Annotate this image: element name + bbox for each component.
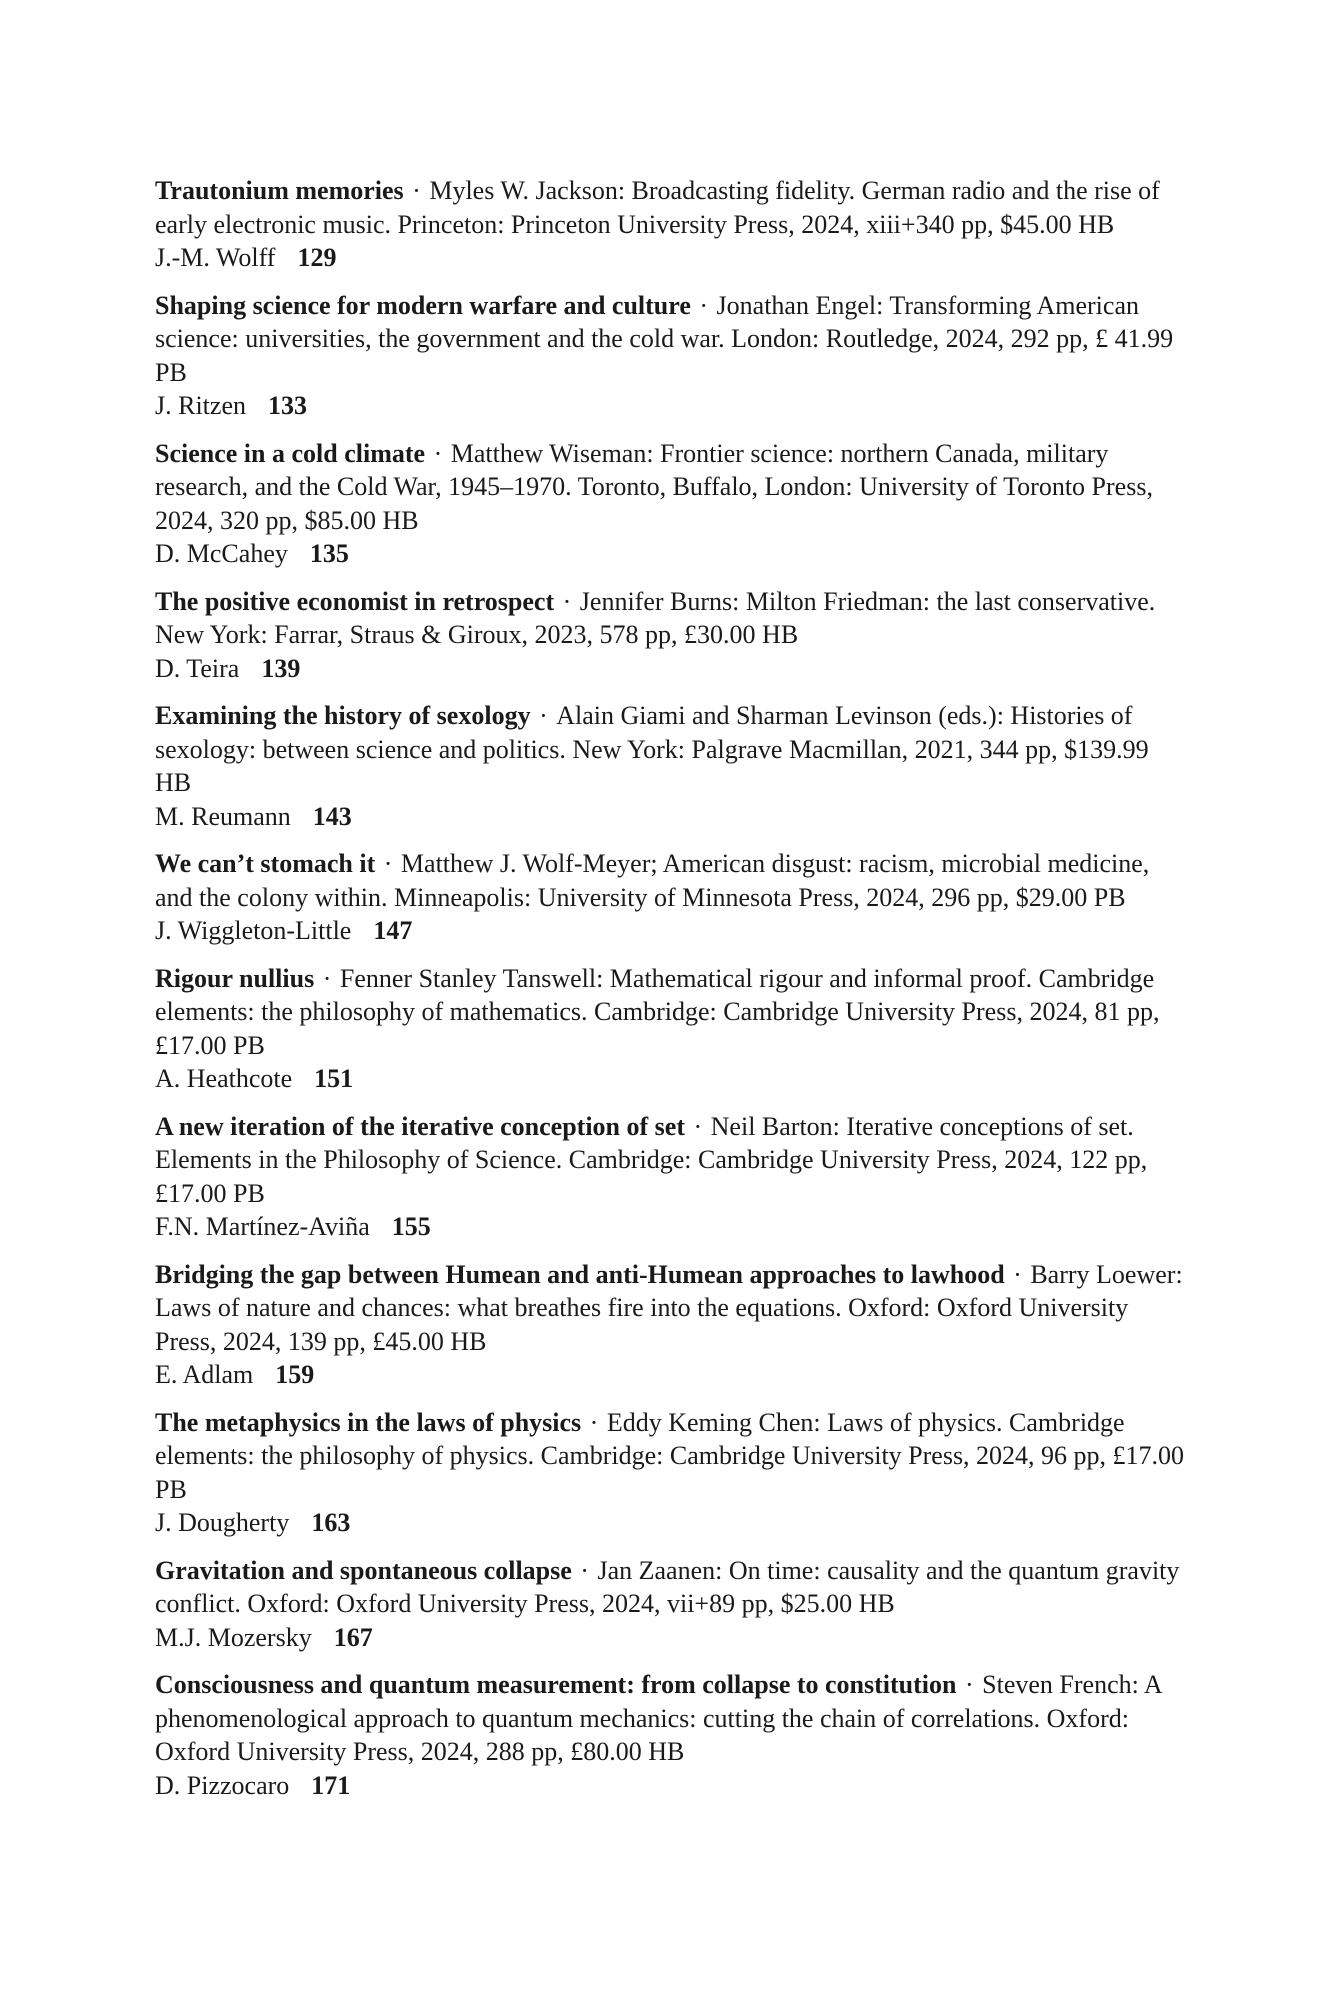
reviewer-line bbox=[155, 652, 1185, 686]
entry-title: The positive economist in retrospect bbox=[155, 586, 555, 616]
entry-citation: Alain Giami and Sharman Levinson (eds.): Histories of sexology: between science and politics. New York: Palgrave Macmillan, 2021, 344 pp, $139.99 HB bbox=[155, 701, 1149, 797]
reviewer-line bbox=[155, 1062, 1185, 1096]
contents-entry bbox=[155, 847, 1185, 948]
contents-entry bbox=[155, 1110, 1185, 1244]
entry-citation: Steven French: A phenomenological approach to quantum mechanics: cutting the chain of correlations. Oxford: Oxford University Press, 2024, 288 pp, £80.00 HB bbox=[155, 1670, 1162, 1766]
reviewer-name: A. Heathcote bbox=[155, 1064, 293, 1093]
reviewer-name: D. Pizzocaro bbox=[155, 1770, 290, 1800]
reviewer-name: E. Adlam bbox=[155, 1360, 254, 1389]
reviewer-name: J. Dougherty bbox=[155, 1508, 290, 1537]
reviewer-line bbox=[155, 241, 1185, 275]
entry-title: Examining the history of sexology bbox=[155, 701, 531, 730]
reviewer-line bbox=[155, 1358, 1185, 1392]
contents-entry bbox=[155, 699, 1185, 833]
reviewer-line bbox=[155, 389, 1185, 423]
reviewer-name: J. Wiggleton-Little bbox=[155, 916, 352, 945]
reviewer-line bbox=[155, 800, 1185, 834]
separator-dot: · bbox=[427, 438, 449, 468]
page-number[interactable]: 171 bbox=[311, 1770, 351, 1800]
separator-dot: · bbox=[583, 1407, 605, 1437]
page-number[interactable]: 167 bbox=[333, 1622, 373, 1652]
reviewer-name: F.N. Martínez-Aviña bbox=[155, 1212, 370, 1241]
page-number[interactable]: 139 bbox=[261, 653, 301, 683]
page-number[interactable]: 163 bbox=[311, 1508, 351, 1537]
reviewer-name: J.-M. Wolff bbox=[155, 243, 276, 272]
reviewer-name: M.J. Mozersky bbox=[155, 1622, 312, 1652]
separator-dot: · bbox=[692, 290, 715, 320]
entry-title: Gravitation and spontaneous collapse bbox=[155, 1555, 572, 1585]
entry-title: The metaphysics in the laws of physics bbox=[155, 1407, 582, 1437]
page-number[interactable]: 159 bbox=[275, 1360, 315, 1389]
separator-dot: · bbox=[556, 586, 578, 616]
entry-title: Trautonium memories bbox=[155, 176, 404, 205]
reviewer-line bbox=[155, 537, 1185, 571]
contents-entry bbox=[155, 289, 1185, 423]
separator-dot: · bbox=[532, 701, 555, 730]
contents-entry bbox=[155, 1554, 1185, 1655]
reviewer-line bbox=[155, 1210, 1185, 1244]
entry-citation: Matthew J. Wolf-Meyer; American disgust: racism, microbial medicine, and the colony within. Minneapolis: University of Minnesota Press, 2024, 296 pp, $29.00 PB bbox=[155, 849, 1150, 912]
entry-citation: Jan Zaanen: On time: causality and the quantum gravity conflict. Oxford: Oxford University Press, 2024, vii+89 pp, $25.00 HB bbox=[155, 1555, 1180, 1618]
page-number[interactable]: 135 bbox=[309, 539, 349, 568]
contents-entry bbox=[155, 437, 1185, 571]
entry-title: Science in a cold climate bbox=[155, 438, 426, 468]
entry-title: Rigour nullius bbox=[155, 963, 315, 993]
page-number[interactable]: 147 bbox=[373, 916, 413, 945]
entry-citation: Myles W. Jackson: Broadcasting fidelity. German radio and the rise of early electronic music. Princeton: Princeton University Press, 2024, xiii+340 pp, $45.00 HB bbox=[155, 176, 1160, 239]
reviewer-name: D. McCahey bbox=[155, 539, 288, 568]
entry-title: Consciousness and quantum measurement: from collapse to constitution bbox=[155, 1670, 957, 1699]
separator-dot: · bbox=[958, 1670, 981, 1699]
contents-entry bbox=[155, 962, 1185, 1096]
entry-title: Shaping science for modern warfare and culture bbox=[155, 290, 691, 320]
reviewer-line bbox=[155, 914, 1185, 948]
reviewer-name: M. Reumann bbox=[155, 801, 291, 831]
entry-citation: Jonathan Engel: Transforming American science: universities, the government and the cold war. London: Routledge, 2024, 292 pp, £ 41.99 PB bbox=[155, 290, 1174, 387]
entry-citation: Fenner Stanley Tanswell: Mathematical rigour and informal proof. Cambridge elements: the philosophy of mathematics. Cambridge: Cambridge University Press, 2024, 81 pp, £17.00 PB bbox=[155, 963, 1160, 1060]
entry-title: We can’t stomach it bbox=[155, 849, 376, 878]
entry-title: A new iteration of the iterative conception of set bbox=[155, 1111, 685, 1141]
reviewer-line bbox=[155, 1506, 1185, 1540]
separator-dot: · bbox=[316, 963, 338, 993]
entry-citation: Barry Loewer: Laws of nature and chances: what breathes fire into the equations. Oxford: Oxford University Press, 2024, 139 pp, £45.00 HB bbox=[155, 1259, 1183, 1356]
entry-citation: Eddy Keming Chen: Laws of physics. Cambridge elements: the philosophy of physics. Cambridge: Cambridge University Press, 2024, 96 pp, £17.00 PB bbox=[155, 1407, 1185, 1504]
contents-entry bbox=[155, 174, 1185, 275]
entry-citation: Neil Barton: Iterative conceptions of set. Elements in the Philosophy of Science. Cambridge: Cambridge University Press, 2024, 122 pp, £17.00 PB bbox=[155, 1111, 1148, 1208]
page-number[interactable]: 143 bbox=[312, 801, 352, 831]
contents-entry bbox=[155, 1406, 1185, 1540]
page-number[interactable]: 151 bbox=[314, 1064, 354, 1093]
entry-citation: Jennifer Burns: Milton Friedman: the last conservative. New York: Farrar, Straus & Giroux, 2023, 578 pp, £30.00 HB bbox=[155, 586, 1156, 649]
reviewer-name: D. Teira bbox=[155, 653, 240, 683]
entry-citation: Matthew Wiseman: Frontier science: northern Canada, military research, and the Cold War, 1945–1970. Toronto, Buffalo, London: University of Toronto Press, 2024, 320 pp, $85.00 HB bbox=[155, 438, 1153, 535]
entry-title: Bridging the gap between Humean and anti-Humean approaches to lawhood bbox=[155, 1259, 1005, 1289]
separator-dot: · bbox=[573, 1555, 596, 1585]
separator-dot: · bbox=[377, 849, 399, 878]
page-number[interactable]: 155 bbox=[391, 1212, 431, 1241]
contents-entry bbox=[155, 1258, 1185, 1392]
reviewer-name: J. Ritzen bbox=[155, 391, 246, 420]
contents-entry bbox=[155, 585, 1185, 686]
contents-list bbox=[155, 174, 1185, 1816]
separator-dot: · bbox=[1006, 1259, 1029, 1289]
page-number[interactable]: 133 bbox=[268, 391, 307, 420]
separator-dot: · bbox=[405, 176, 428, 205]
separator-dot: · bbox=[686, 1111, 709, 1141]
contents-entry bbox=[155, 1668, 1185, 1802]
reviewer-line bbox=[155, 1769, 1185, 1803]
page-number[interactable]: 129 bbox=[297, 243, 337, 272]
reviewer-line bbox=[155, 1621, 1185, 1655]
